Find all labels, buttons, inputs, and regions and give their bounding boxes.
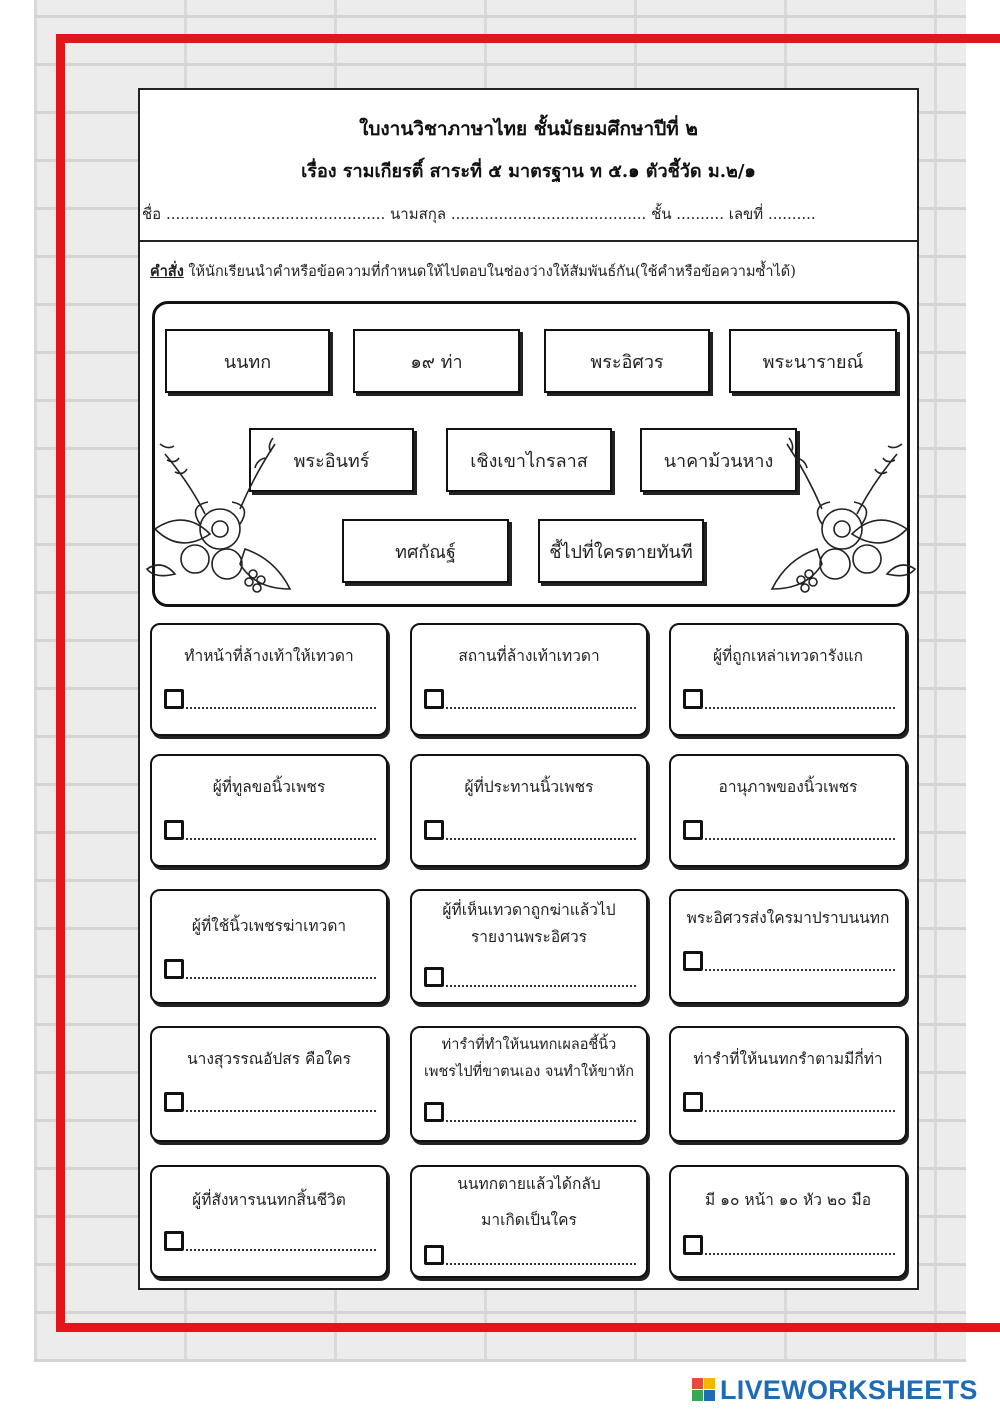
word-chip[interactable]: นนทก — [165, 329, 330, 393]
student-info-line: ชื่อ .............................................. นามสกุล ......................................... ชั้น .......... เลขที่ .......... — [142, 205, 816, 223]
answer-field[interactable] — [683, 1233, 895, 1255]
instruction-lead: คำสั่ง — [150, 263, 184, 280]
answer-field[interactable] — [683, 687, 895, 709]
word-chip[interactable]: ๑๙ ท่า — [353, 329, 520, 393]
question-text: ผู้ที่ถูกเหล่าเทวดารังแก — [712, 647, 864, 665]
answer-field[interactable] — [683, 949, 895, 971]
checkbox-icon — [683, 1235, 703, 1255]
answer-blank — [446, 1106, 636, 1122]
checkbox-icon — [683, 689, 703, 709]
answer-blank — [705, 693, 895, 709]
word-chip[interactable]: เชิงเขาไกรลาส — [446, 428, 612, 492]
liveworksheets-logo-icon — [692, 1378, 716, 1402]
answer-blank — [705, 1239, 895, 1255]
answer-field[interactable] — [424, 687, 636, 709]
liveworksheets-logo[interactable] — [692, 1374, 978, 1406]
question-text: มาเกิดเป็นใคร — [481, 1211, 577, 1229]
checkbox-icon — [164, 1231, 184, 1251]
question-text: เพชรไปที่ขาตนเอง จนทำให้ขาหัก — [423, 1064, 635, 1080]
flower-bouquet-icon — [145, 424, 295, 594]
question-card — [410, 623, 648, 736]
word-chip[interactable]: ชี้ไปที่ใครตายทันที — [538, 519, 704, 583]
flower-bouquet-icon — [767, 424, 917, 594]
answer-field[interactable] — [164, 1090, 376, 1112]
question-text: นนทกตายแล้วได้กลับ — [457, 1175, 601, 1193]
answer-field[interactable] — [424, 818, 636, 840]
question-card — [150, 623, 388, 736]
question-card — [150, 754, 388, 867]
answer-blank — [186, 1235, 376, 1251]
question-card — [669, 1026, 907, 1142]
question-text: ทำหน้าที่ล้างเท้าให้เทวดา — [184, 647, 354, 665]
word-chip[interactable]: พระอิศวร — [544, 329, 710, 393]
answer-blank — [705, 824, 895, 840]
answer-blank — [186, 824, 376, 840]
worksheet-title: ใบงานวิชาภาษาไทย ชั้นมัธยมศึกษาปีที่ ๒ — [359, 118, 698, 140]
checkbox-icon — [683, 820, 703, 840]
question-card — [410, 1165, 648, 1278]
question-card — [410, 754, 648, 867]
answer-blank — [186, 693, 376, 709]
answer-field[interactable] — [164, 818, 376, 840]
worksheet — [138, 88, 919, 1290]
question-text: ผู้ที่สังหารนนทกสิ้นชีวิต — [192, 1191, 346, 1209]
question-text: ผู้ที่ใช้นิ้วเพชรฆ่าเทวดา — [191, 917, 347, 935]
answer-field[interactable] — [164, 1229, 376, 1251]
checkbox-icon — [424, 1102, 444, 1122]
checkbox-icon — [164, 959, 184, 979]
question-text: ผู้ที่เห็นเทวดาถูกฆ่าแล้วไป — [442, 901, 616, 919]
answer-blank — [186, 1096, 376, 1112]
answer-field[interactable] — [424, 1243, 636, 1265]
question-text: นางสุวรรณอัปสร คือใคร — [187, 1050, 351, 1068]
question-card — [669, 754, 907, 867]
checkbox-icon — [164, 820, 184, 840]
answer-blank — [186, 963, 376, 979]
answer-blank — [446, 1249, 636, 1265]
question-text: สถานที่ล้างเท้าเทวดา — [458, 647, 600, 665]
answer-field[interactable] — [424, 1100, 636, 1122]
answer-blank — [446, 824, 636, 840]
answer-blank — [446, 693, 636, 709]
checkbox-icon — [683, 1092, 703, 1112]
checkbox-icon — [424, 1245, 444, 1265]
answer-blank — [705, 1096, 895, 1112]
question-card — [150, 1165, 388, 1278]
question-text: ท่ารำที่ให้นนทกรำตามมีกี่ท่า — [693, 1050, 883, 1068]
worksheet-header — [140, 90, 917, 242]
word-chip[interactable]: พระอินทร์ — [249, 428, 414, 492]
checkbox-icon — [424, 967, 444, 987]
answer-field[interactable] — [164, 957, 376, 979]
word-chip[interactable]: นาคาม้วนหาง — [640, 428, 797, 492]
answer-field[interactable] — [164, 687, 376, 709]
checkbox-icon — [424, 689, 444, 709]
liveworksheets-logo-text: LIVEWORKSHEETS — [720, 1374, 978, 1405]
question-text: มี ๑๐ หน้า ๑๐ หัว ๒๐ มือ — [704, 1191, 872, 1209]
checkbox-icon — [683, 951, 703, 971]
question-text: พระอิศวรส่งใครมาปราบนนทก — [686, 909, 890, 927]
question-card — [669, 1165, 907, 1278]
word-chip[interactable]: ทศกัณฐ์ — [342, 519, 509, 583]
checkbox-icon — [164, 689, 184, 709]
answer-field[interactable] — [683, 818, 895, 840]
question-card — [669, 623, 907, 736]
question-card — [410, 889, 648, 1004]
question-card — [410, 1026, 648, 1142]
answer-blank — [446, 971, 636, 987]
question-text: ผู้ที่ประทานนิ้วเพชร — [464, 778, 594, 796]
question-text: ผู้ที่ทูลขอนิ้วเพชร — [212, 778, 326, 796]
instruction-text: ให้นักเรียนนำคำหรือข้อความที่กำหนดให้ไปตอบในช่องว่างให้สัมพันธ์กัน(ใช้คำหรือข้อความซ้ำได้) — [183, 264, 796, 280]
question-text: ท่ารำที่ทำให้นนทกเผลอชี้นิ้ว — [441, 1037, 617, 1053]
answer-field[interactable] — [424, 965, 636, 987]
instruction — [150, 260, 913, 283]
question-text: รายงานพระอิศวร — [470, 928, 588, 946]
checkbox-icon — [164, 1092, 184, 1112]
answer-field[interactable] — [683, 1090, 895, 1112]
worksheet-subtitle: เรื่อง รามเกียรติ์ สาระที่ ๕ มาตรฐาน ท ๕.๑ ตัวชี้วัด ม.๒/๑ — [301, 161, 756, 182]
question-card — [150, 1026, 388, 1142]
question-text: อานุภาพของนิ้วเพชร — [718, 778, 858, 796]
question-card — [669, 889, 907, 1004]
word-bank — [152, 301, 910, 607]
question-card — [150, 889, 388, 1004]
answer-blank — [705, 955, 895, 971]
checkbox-icon — [424, 820, 444, 840]
word-chip[interactable]: พระนารายณ์ — [729, 329, 897, 393]
